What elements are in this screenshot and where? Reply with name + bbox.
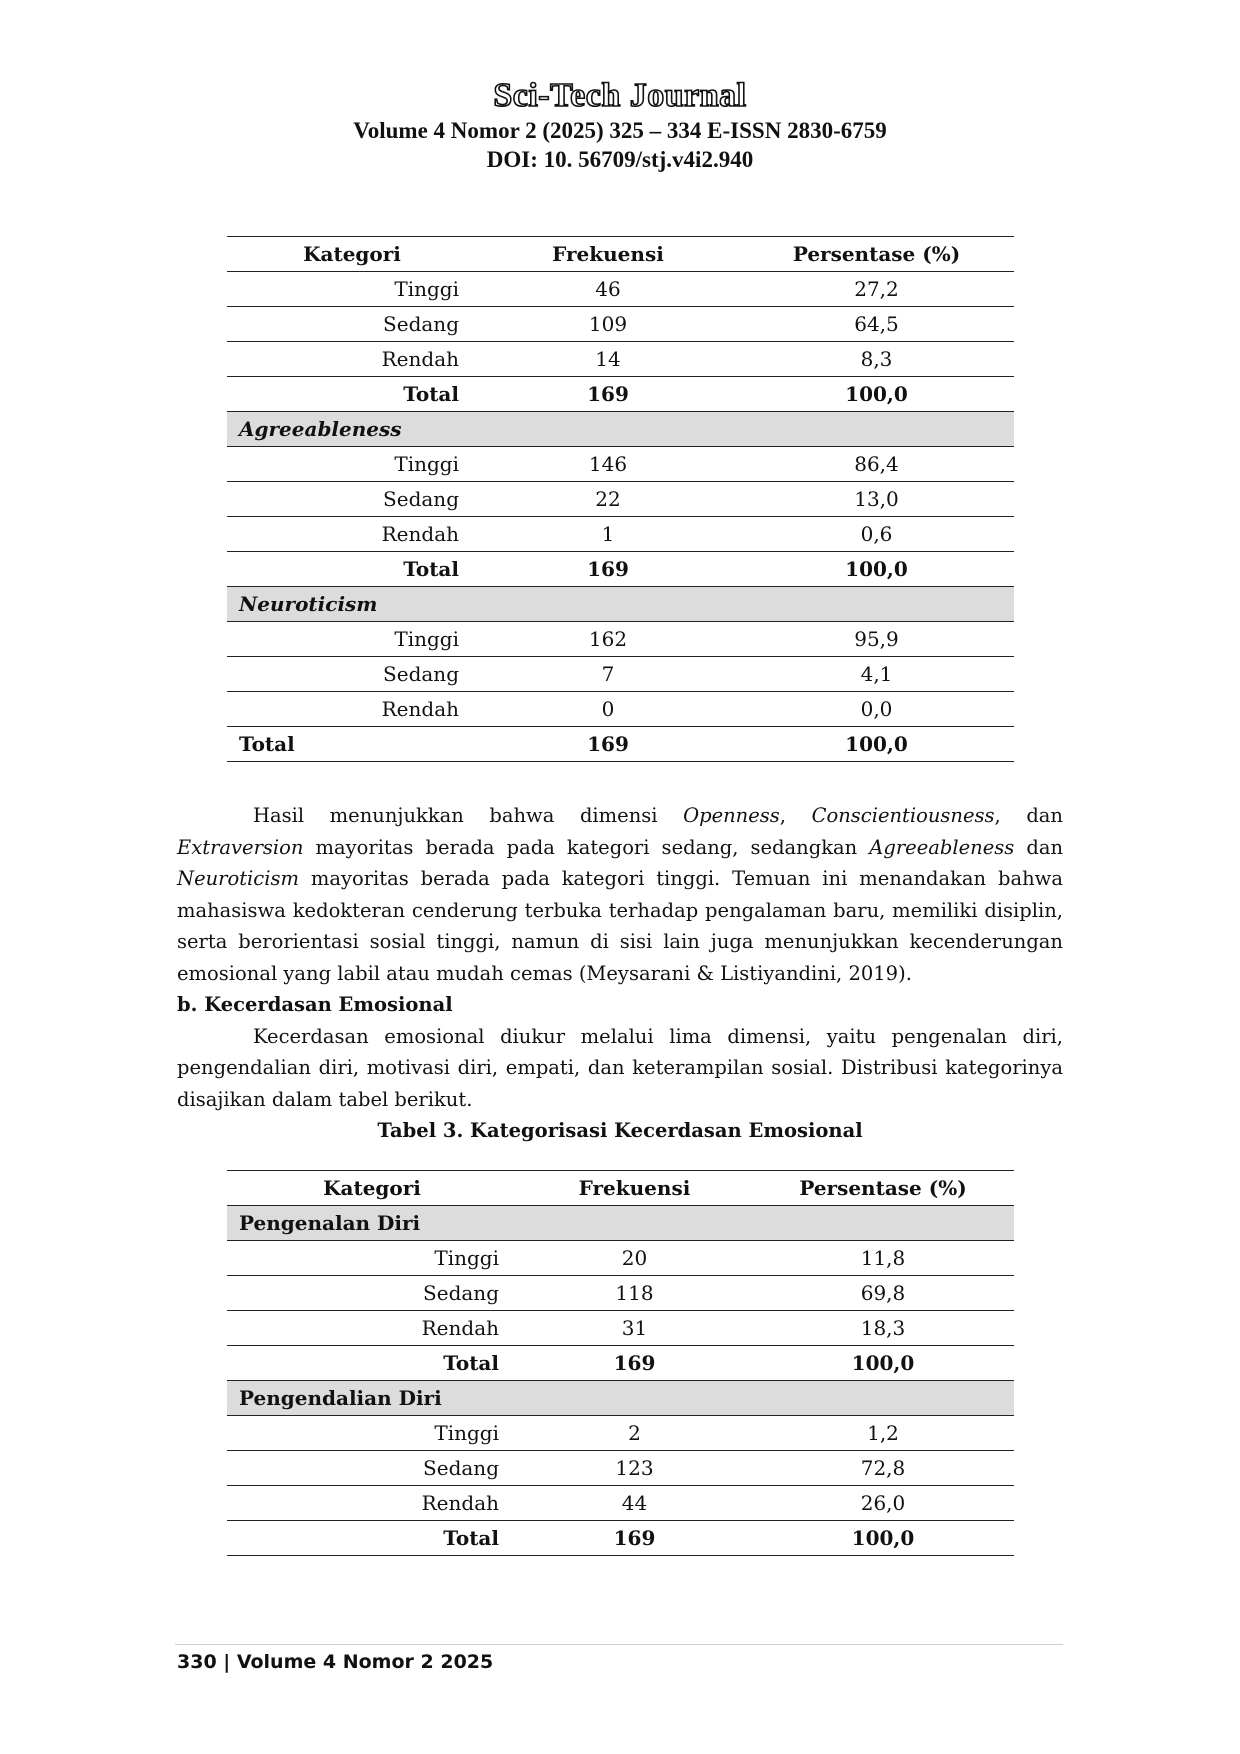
column-header-persentase: Persentase (%) (739, 237, 1014, 272)
category-cell: Total (227, 727, 477, 762)
italic-term: Neuroticism (177, 867, 299, 890)
frequency-cell: 123 (517, 1451, 752, 1486)
percentage-cell: 11,8 (752, 1241, 1014, 1276)
table-row (227, 1276, 1014, 1311)
percentage-cell: 100,0 (752, 1346, 1014, 1381)
category-cell: Tinggi (227, 1241, 517, 1276)
frequency-cell: 169 (477, 727, 739, 762)
table-row (227, 482, 1014, 517)
section-row-pengenalan-diri (227, 1206, 1014, 1241)
table-row (227, 622, 1014, 657)
column-header-kategori: Kategori (227, 1171, 517, 1206)
category-cell: Tinggi (227, 1416, 517, 1451)
frequency-cell: 169 (517, 1346, 752, 1381)
personality-table (227, 236, 1014, 762)
italic-term: Agreeableness (869, 835, 1015, 859)
table-row (227, 307, 1014, 342)
percentage-cell: 27,2 (739, 272, 1014, 307)
emotional-intelligence-table (227, 1170, 1014, 1556)
column-header-frekuensi: Frekuensi (517, 1171, 752, 1206)
category-cell: Tinggi (227, 447, 477, 482)
frequency-cell: 1 (477, 517, 739, 552)
frequency-cell: 2 (517, 1416, 752, 1451)
category-cell: Sedang (227, 307, 477, 342)
frequency-cell: 0 (477, 692, 739, 727)
category-cell: Total (227, 377, 477, 412)
category-cell: Sedang (227, 657, 477, 692)
total-row (227, 727, 1014, 762)
text-run: , dan (994, 804, 1063, 827)
text-run: Hasil menunjukkan bahwa dimensi (253, 804, 684, 827)
frequency-cell: 169 (477, 552, 739, 587)
frequency-cell: 162 (477, 622, 739, 657)
frequency-cell: 169 (477, 377, 739, 412)
table-header-row (227, 1171, 1014, 1206)
percentage-cell: 86,4 (739, 447, 1014, 482)
table-row (227, 1486, 1014, 1521)
journal-title: Sci-Tech Journal (493, 77, 747, 114)
category-cell: Rendah (227, 1311, 517, 1346)
percentage-cell: 100,0 (739, 377, 1014, 412)
frequency-cell: 44 (517, 1486, 752, 1521)
table-row (227, 342, 1014, 377)
percentage-cell: 26,0 (752, 1486, 1014, 1521)
section-row-pengendalian-diri (227, 1381, 1014, 1416)
table-row (227, 1416, 1014, 1451)
category-cell: Total (227, 1521, 517, 1556)
table-row (227, 447, 1014, 482)
category-cell: Sedang (227, 1451, 517, 1486)
column-header-frekuensi: Frekuensi (477, 237, 739, 272)
frequency-cell: 109 (477, 307, 739, 342)
table-row (227, 657, 1014, 692)
table-header-row (227, 237, 1014, 272)
section-row-neuroticism (227, 587, 1014, 622)
frequency-cell: 46 (477, 272, 739, 307)
percentage-cell: 64,5 (739, 307, 1014, 342)
footer-divider (175, 1644, 1063, 1645)
category-cell: Tinggi (227, 622, 477, 657)
percentage-cell: 100,0 (752, 1521, 1014, 1556)
paragraph-intro: Kecerdasan emosional diukur melalui lima dimensi, yaitu pengenalan diri, pengendalian diri, motivasi diri, empati, dan keterampilan sosial. Distribusi kategorinya disajikan dalam tabel berikut. (177, 1024, 1063, 1111)
body-text (177, 800, 1063, 1147)
text-run: , (779, 804, 812, 827)
category-cell: Sedang (227, 482, 477, 517)
category-cell: Tinggi (227, 272, 477, 307)
table-row (227, 1311, 1014, 1346)
column-header-kategori: Kategori (227, 237, 477, 272)
category-cell: Total (227, 552, 477, 587)
category-cell: Rendah (227, 1486, 517, 1521)
percentage-cell: 69,8 (752, 1276, 1014, 1311)
paragraph-results (177, 800, 1063, 989)
total-row (227, 1346, 1014, 1381)
percentage-cell: 72,8 (752, 1451, 1014, 1486)
section-title: Pengendalian Diri (227, 1381, 1014, 1416)
frequency-cell: 31 (517, 1311, 752, 1346)
italic-term: Extraversion (177, 835, 304, 859)
category-cell: Rendah (227, 342, 477, 377)
frequency-cell: 20 (517, 1241, 752, 1276)
section-title: Agreeableness (227, 412, 1014, 447)
italic-term: Openness (683, 804, 780, 827)
page-footer: 330 | Volume 4 Nomor 2 2025 (177, 1651, 494, 1673)
table-row (227, 692, 1014, 727)
frequency-cell: 7 (477, 657, 739, 692)
total-row (227, 377, 1014, 412)
frequency-cell: 14 (477, 342, 739, 377)
percentage-cell: 13,0 (739, 482, 1014, 517)
section-row-agreeableness (227, 412, 1014, 447)
percentage-cell: 1,2 (752, 1416, 1014, 1451)
total-row (227, 1521, 1014, 1556)
table-caption: Tabel 3. Kategorisasi Kecerdasan Emosional (377, 1119, 863, 1142)
percentage-cell: 18,3 (752, 1311, 1014, 1346)
table-row (227, 1451, 1014, 1486)
percentage-cell: 8,3 (739, 342, 1014, 377)
percentage-cell: 0,6 (739, 517, 1014, 552)
frequency-cell: 169 (517, 1521, 752, 1556)
percentage-cell: 95,9 (739, 622, 1014, 657)
table-row (227, 517, 1014, 552)
text-run: mayoritas berada pada kategori tinggi. Temuan ini menandakan bahwa mahasiswa kedokteran cenderung terbuka terhadap pengalaman baru, memiliki disiplin, serta berorientasi sosial tinggi, namun di sisi lain juga menunjukkan kecenderungan emosional yang labil atau mudah cemas (Meysarani & Listiyandini, 2019). (177, 867, 1063, 985)
category-cell: Total (227, 1346, 517, 1381)
journal-doi-line: DOI: 10. 56709/stj.v4i2.940 (486, 147, 754, 172)
journal-volume-line: Volume 4 Nomor 2 (2025) 325 – 334 E-ISSN 2830-6759 (353, 118, 887, 143)
table-row (227, 1241, 1014, 1276)
category-cell: Rendah (227, 692, 477, 727)
percentage-cell: 100,0 (739, 727, 1014, 762)
percentage-cell: 100,0 (739, 552, 1014, 587)
total-row (227, 552, 1014, 587)
frequency-cell: 146 (477, 447, 739, 482)
frequency-cell: 118 (517, 1276, 752, 1311)
frequency-cell: 22 (477, 482, 739, 517)
percentage-cell: 0,0 (739, 692, 1014, 727)
table-row (227, 272, 1014, 307)
section-heading: b. Kecerdasan Emosional (177, 993, 453, 1016)
column-header-persentase: Persentase (%) (752, 1171, 1014, 1206)
category-cell: Sedang (227, 1276, 517, 1311)
percentage-cell: 4,1 (739, 657, 1014, 692)
section-title: Neuroticism (227, 587, 1014, 622)
text-run: dan (1014, 835, 1063, 859)
section-title: Pengenalan Diri (227, 1206, 1014, 1241)
category-cell: Rendah (227, 517, 477, 552)
text-run: mayoritas berada pada kategori sedang, sedangkan (303, 835, 870, 859)
italic-term: Conscientiousness (811, 804, 995, 827)
journal-header (0, 76, 1240, 174)
